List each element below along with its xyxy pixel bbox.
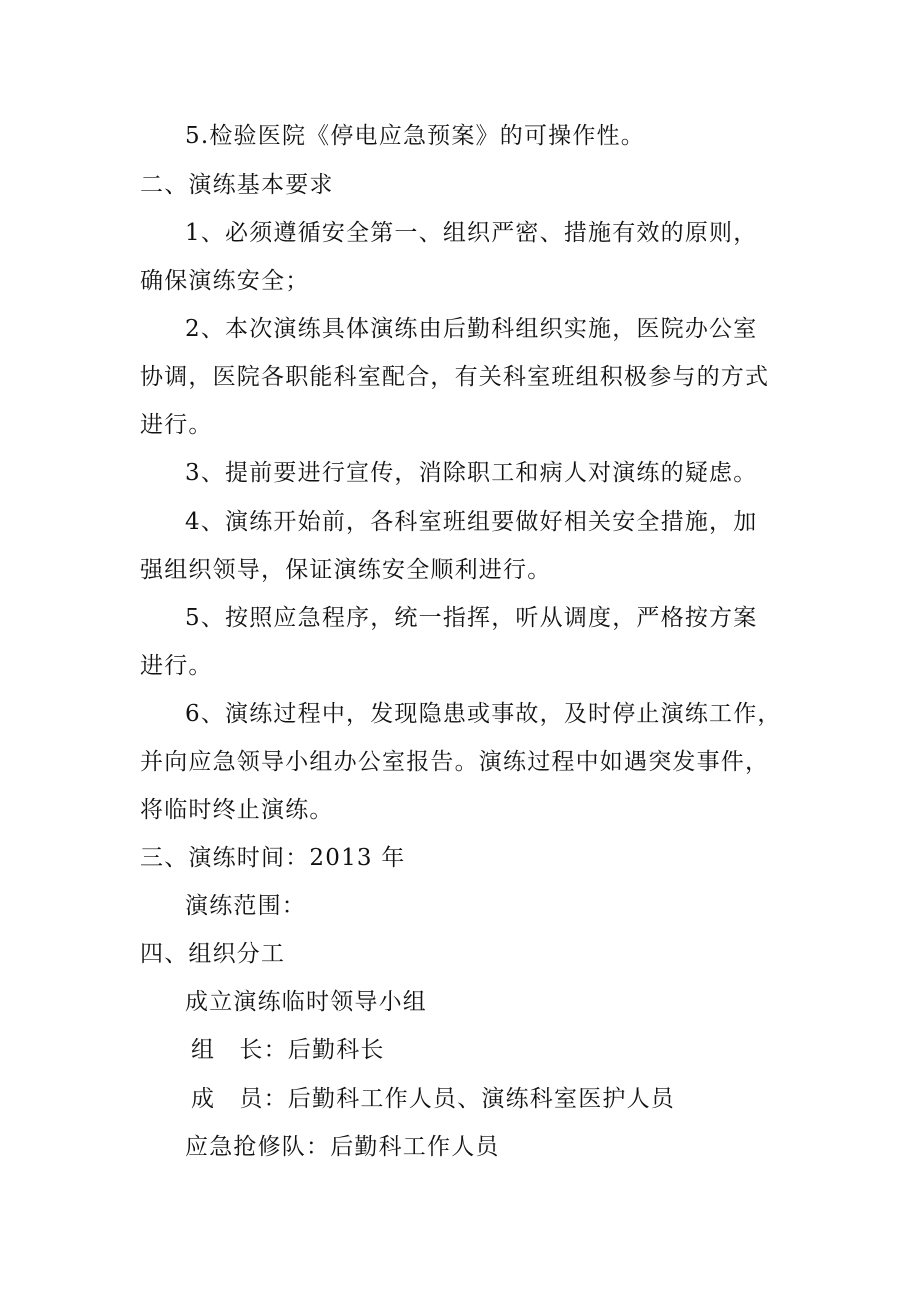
section-3-heading: 三、演练时间：2013 年 (140, 845, 406, 871)
repair-team: 应急抢修队：后勤科工作人员 (185, 1134, 500, 1160)
requirement-6-line-1: 6、演练过程中，发现隐患或事故，及时停止演练工作， (185, 701, 782, 727)
requirement-5-line-1: 5、按照应急程序，统一指挥，听从调度，严格按方案 (185, 605, 758, 631)
group-leader: 组 长：后勤科长 (191, 1037, 385, 1063)
requirement-2-line-2: 协调，医院各职能科室配合，有关科室班组积极参与的方式 (140, 364, 770, 390)
drill-scope: 演练范围： (185, 893, 306, 919)
requirement-3: 3、提前要进行宣传，消除职工和病人对演练的疑虑。 (185, 460, 758, 486)
requirement-5-line-2: 进行。 (140, 653, 213, 679)
requirement-6-line-3: 将临时终止演练。 (140, 797, 334, 823)
requirement-2-line-3: 进行。 (140, 412, 213, 438)
objective-5: 5.检验医院《停电应急预案》的可操作性。 (185, 123, 645, 149)
requirement-4-line-2: 强组织领导，保证演练安全顺利进行。 (140, 557, 552, 583)
requirement-1-line-2: 确保演练安全； (140, 268, 310, 294)
requirement-6-line-2: 并向应急领导小组办公室报告。演练过程中如遇突发事件， (140, 749, 770, 775)
group-members: 成 员：后勤科工作人员、演练科室医护人员 (191, 1086, 675, 1112)
section-4-heading: 四、组织分工 (140, 941, 286, 967)
requirement-1-line-1: 1、必须遵循安全第一、组织严密、措施有效的原则， (185, 220, 758, 246)
requirement-4-line-1: 4、演练开始前，各科室班组要做好相关安全措施，加 (185, 509, 758, 535)
requirement-2-line-1: 2、本次演练具体演练由后勤科组织实施，医院办公室 (185, 316, 758, 342)
section-2-heading: 二、演练基本要求 (140, 172, 334, 198)
leadership-group: 成立演练临时领导小组 (185, 989, 427, 1015)
